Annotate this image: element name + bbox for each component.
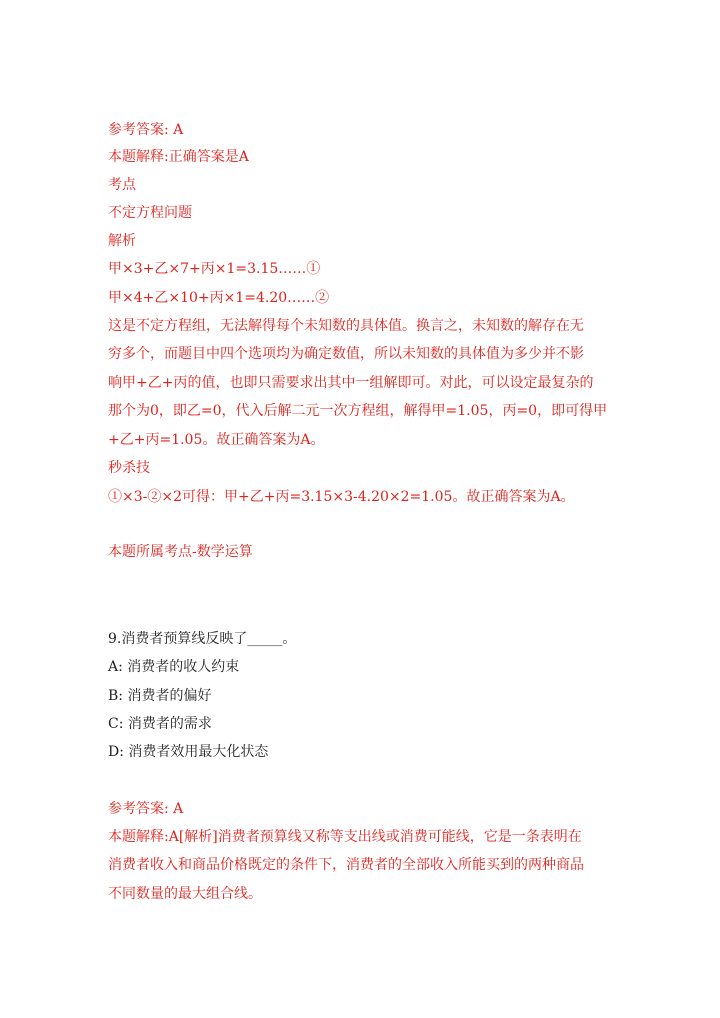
q8-trick-label: 秒杀技 bbox=[108, 460, 150, 476]
q9-question: 9.消费者预算线反映了_____。 bbox=[108, 631, 297, 647]
q8-kaodian: 不定方程问题 bbox=[108, 205, 192, 221]
q8-kaodian-label: 考点 bbox=[108, 177, 136, 193]
q9-option-d: D: 消费者效用最大化状态 bbox=[108, 744, 269, 760]
q9-explanation-line: 本题解释:A[解析]消费者预算线又称等支出线或消费可能线，它是一条表明在 bbox=[108, 829, 582, 845]
q9-explanation-line: 不同数量的最大组合线。 bbox=[108, 886, 262, 902]
q9-option-b: B: 消费者的偏好 bbox=[108, 688, 212, 704]
q8-explanation: 本题解释:正确答案是A bbox=[108, 149, 249, 165]
q8-jiexi-label: 解析 bbox=[108, 233, 136, 249]
q8-paragraph-line: 响甲+乙+丙的值，也即只需要求出其中一组解即可。对此，可以设定最复杂的 bbox=[108, 375, 594, 391]
q9-explanation-line: 消费者收入和商品价格既定的条件下，消费者的全部收入所能买到的两种商品 bbox=[108, 857, 584, 873]
q8-trick: ①×3-②×2可得：甲+乙+丙=3.15×3-4.20×2=1.05。故正确答案为A。 bbox=[108, 489, 575, 505]
q8-category: 本题所属考点-数学运算 bbox=[108, 544, 253, 560]
q8-paragraph-line: 穷多个，而题目中四个选项均为确定数值，所以未知数的具体值为多少并不影 bbox=[108, 346, 584, 362]
q8-equation-1: 甲×3+乙×7+丙×1=3.15……① bbox=[108, 261, 321, 277]
q8-answer: 参考答案: A bbox=[108, 122, 184, 138]
q8-equation-2: 甲×4+乙×10+丙×1=4.20……② bbox=[108, 290, 330, 306]
q9-answer: 参考答案: A bbox=[108, 801, 184, 817]
q8-paragraph-line: 那个为0，即乙=0，代入后解二元一次方程组，解得甲=1.05，丙=0，即可得甲 bbox=[108, 403, 608, 419]
q9-option-a: A: 消费者的收人约束 bbox=[108, 659, 240, 675]
q8-paragraph-line: +乙+丙=1.05。故正确答案为A。 bbox=[108, 432, 325, 448]
q8-paragraph-line: 这是不定方程组，无法解得每个未知数的具体值。换言之，未知数的解存在无 bbox=[108, 318, 584, 334]
q9-option-c: C: 消费者的需求 bbox=[108, 716, 212, 732]
